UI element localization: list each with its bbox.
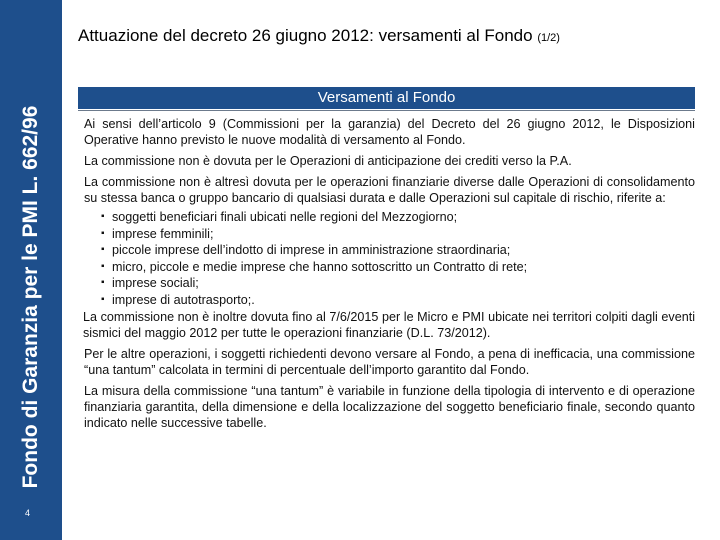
sidebar-title: Fondo di Garanzia per le PMI L. 662/96 xyxy=(19,105,42,489)
paragraph-2: La commissione non è dovuta per le Operazioni di anticipazione dei crediti verso la P.A. xyxy=(84,154,572,168)
list-item-text: imprese femminili; xyxy=(112,226,214,241)
list-item xyxy=(84,275,695,292)
paragraph-1: Ai sensi dell’articolo 9 (Commissioni per la garanzia) del Decreto del 26 giugno 2012, le Disposizioni Operative hanno previsto le nuove modalità di versamento al Fondo. xyxy=(84,117,695,147)
bullet-icon: ▪ xyxy=(101,211,105,222)
list-item xyxy=(84,209,695,226)
bullet-list xyxy=(84,209,695,309)
page-title-main: Attuazione del decreto 26 giugno 2012: versamenti al Fondo xyxy=(78,26,533,45)
sidebar xyxy=(0,0,62,540)
content-body xyxy=(84,116,695,436)
paragraph-3: La commissione non è altresì dovuta per le operazioni finanziarie diverse dalle Operazioni di consolidamento su stessa banca o gruppo bancario di qualsiasi durata e dalle Operazioni sul capitale di rischio, riferite a: xyxy=(84,175,695,205)
list-item-text: micro, piccole e medie imprese che hanno sottoscritto un Contratto di rete; xyxy=(112,259,528,274)
list-item-text: imprese di autotrasporto;. xyxy=(112,292,255,307)
list-item xyxy=(84,292,695,309)
list-item-text: imprese sociali; xyxy=(112,276,199,291)
list-item xyxy=(84,226,695,243)
paragraph-5: Per le altre operazioni, i soggetti richiedenti devono versare al Fondo, a pena di inefficacia, una commissione “una tantum” calcolata in termini di percentuale dell’importo garantito dal Fondo. xyxy=(84,346,695,377)
list-item-text: piccole imprese dell’indotto di imprese in amministrazione straordinaria; xyxy=(112,243,511,258)
paragraph-4: La commissione non è inoltre dovuta fino al 7/6/2015 per le Micro e PMI ubicate nei territori colpiti dagli eventi sismici del maggio 2012 per tutte le operazioni finanziarie (D.L. 73/2012). xyxy=(83,309,695,340)
page-number: 4 xyxy=(25,508,31,518)
bullet-icon: ▪ xyxy=(101,277,105,289)
bullet-icon: ▪ xyxy=(101,227,105,239)
bullet-icon: ▪ xyxy=(101,293,105,305)
list-item xyxy=(84,259,695,276)
paragraph-6: La misura della commissione “una tantum” è variabile in funzione della tipologia di intervento e di operazione finanziaria garantita, della dimensione e della localizzazione del soggetto beneficiario finale, secondo quanto indicato nelle successive tabelle. xyxy=(84,383,695,430)
list-item xyxy=(84,242,695,259)
list-item-text: soggetti beneficiari finali ubicati nelle regioni del Mezzogiorno; xyxy=(112,210,458,224)
section-divider xyxy=(78,110,695,111)
page-title xyxy=(78,26,560,46)
bullet-icon: ▪ xyxy=(101,244,105,256)
section-header: Versamenti al Fondo xyxy=(78,87,695,109)
bullet-icon: ▪ xyxy=(101,260,105,272)
page-title-sub: (1/2) xyxy=(537,32,560,44)
